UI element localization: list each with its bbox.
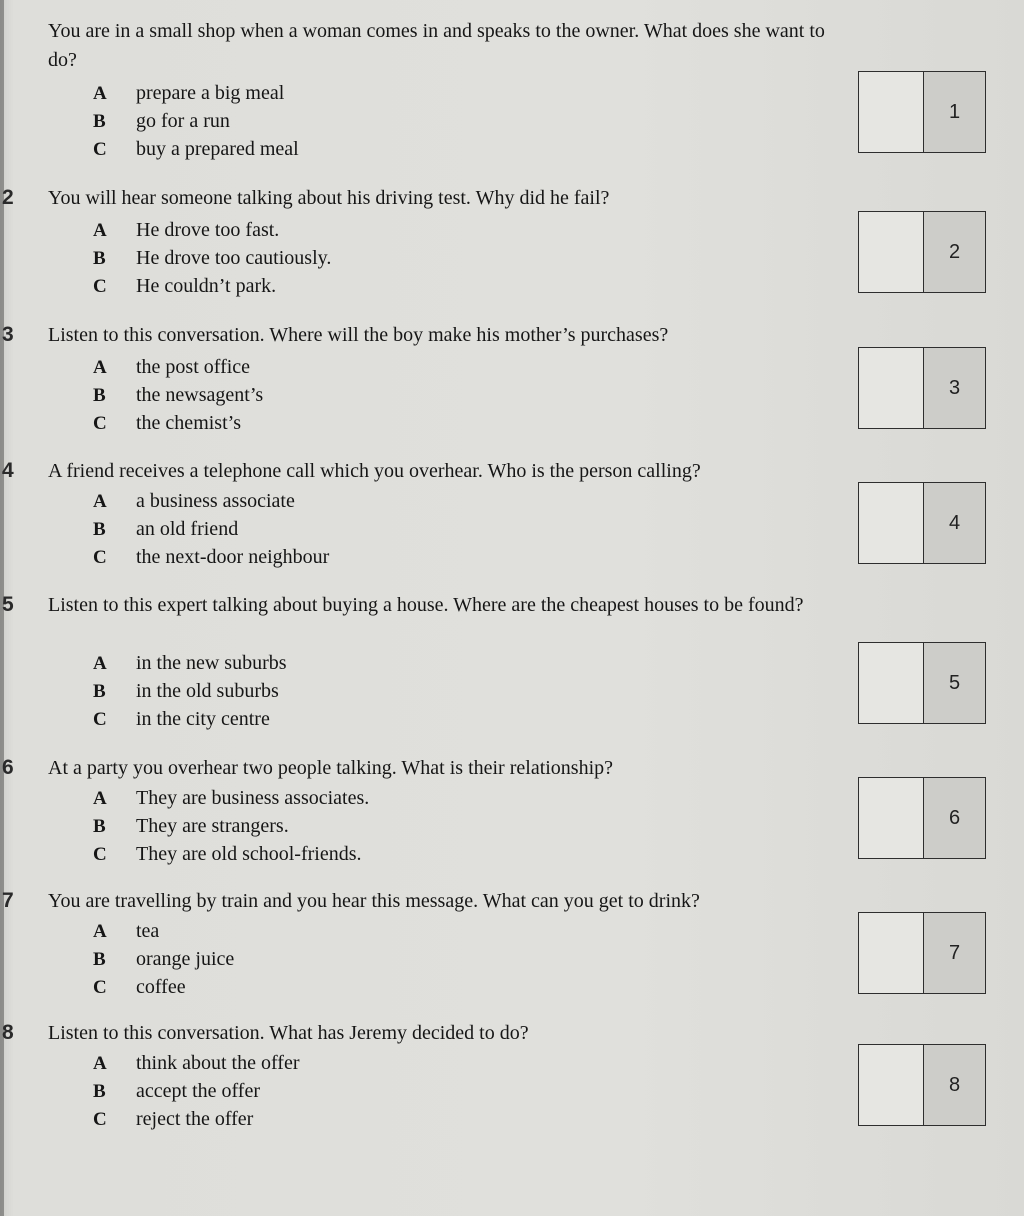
answer-box-number: 1 xyxy=(924,72,985,152)
option-c xyxy=(93,840,793,868)
answer-box-3[interactable] xyxy=(858,347,986,429)
option-letter: B xyxy=(93,816,106,837)
answer-box-number: 6 xyxy=(924,778,985,858)
answer-box-number: 7 xyxy=(924,913,985,993)
option-letter: C xyxy=(93,709,107,730)
answer-input-area[interactable] xyxy=(859,72,924,152)
question-number: 2 xyxy=(2,186,14,209)
question-number: 4 xyxy=(2,459,14,482)
option-b xyxy=(93,677,793,705)
option-text: in the city centre xyxy=(136,708,270,730)
option-text: in the old suburbs xyxy=(136,680,279,702)
question-prompt: Listen to this conversation. Where will the boy make his mother’s purchases? xyxy=(48,324,669,346)
answer-box-4[interactable] xyxy=(858,482,986,564)
answer-box-1[interactable] xyxy=(858,71,986,153)
option-text: He drove too fast. xyxy=(136,219,280,241)
option-letter: B xyxy=(93,949,106,970)
option-text: prepare a big meal xyxy=(136,82,285,104)
option-list xyxy=(93,353,793,437)
option-letter: B xyxy=(93,248,106,269)
option-text: He drove too cautiously. xyxy=(136,247,332,269)
option-letter: A xyxy=(93,921,107,942)
option-letter: C xyxy=(93,547,107,568)
answer-box-5[interactable] xyxy=(858,642,986,724)
answer-box-number: 4 xyxy=(924,483,985,563)
option-b xyxy=(93,515,793,543)
question-prompt: You are in a small shop when a woman comes in and speaks to the owner. What does she want to do? xyxy=(48,20,825,71)
option-b xyxy=(93,381,793,409)
answer-box-6[interactable] xyxy=(858,777,986,859)
question-number: 8 xyxy=(2,1021,14,1044)
option-letter: B xyxy=(93,1081,106,1102)
option-c xyxy=(93,543,793,571)
option-text: He couldn’t park. xyxy=(136,275,277,297)
question-number: 7 xyxy=(2,889,14,912)
question-prompt: You are travelling by train and you hear this message. What can you get to drink? xyxy=(48,890,700,912)
question-number: 3 xyxy=(2,323,14,346)
question-prompt: A friend receives a telephone call which you overhear. Who is the person calling? xyxy=(48,460,701,482)
option-list xyxy=(93,784,793,868)
option-c xyxy=(93,272,793,300)
question-prompt: At a party you overhear two people talking. What is their relationship? xyxy=(48,757,614,779)
option-letter: B xyxy=(93,385,106,406)
option-b xyxy=(93,244,793,272)
option-text: in the new suburbs xyxy=(136,652,287,674)
option-text: tea xyxy=(136,920,160,942)
option-text: think about the offer xyxy=(136,1052,300,1074)
question-prompt: Listen to this conversation. What has Jeremy decided to do? xyxy=(48,1022,529,1044)
option-letter: A xyxy=(93,357,107,378)
option-list xyxy=(93,79,793,163)
option-a xyxy=(93,487,793,515)
option-letter: C xyxy=(93,977,107,998)
option-letter: A xyxy=(93,653,107,674)
option-text: the next-door neighbour xyxy=(136,546,330,568)
option-letter: A xyxy=(93,83,107,104)
question-prompt: Listen to this expert talking about buying a house. Where are the cheapest houses to be found? xyxy=(48,594,804,616)
question-prompt: You will hear someone talking about his driving test. Why did he fail? xyxy=(48,187,610,209)
option-text: go for a run xyxy=(136,110,230,132)
option-letter: B xyxy=(93,681,106,702)
option-letter: C xyxy=(93,1109,107,1130)
option-letter: A xyxy=(93,491,107,512)
option-a xyxy=(93,1049,793,1077)
option-text: a business associate xyxy=(136,490,295,512)
option-c xyxy=(93,409,793,437)
option-text: the chemist’s xyxy=(136,412,241,434)
option-text: buy a prepared meal xyxy=(136,138,299,160)
option-list xyxy=(93,917,793,1001)
option-a xyxy=(93,784,793,812)
answer-input-area[interactable] xyxy=(859,1045,924,1125)
option-text: They are strangers. xyxy=(136,815,289,837)
option-a xyxy=(93,353,793,381)
answer-input-area[interactable] xyxy=(859,212,924,292)
answer-input-area[interactable] xyxy=(859,483,924,563)
option-letter: A xyxy=(93,220,107,241)
option-list xyxy=(93,649,793,733)
option-list xyxy=(93,487,793,571)
option-list xyxy=(93,216,793,300)
option-letter: C xyxy=(93,413,107,434)
option-text: They are business associates. xyxy=(136,787,370,809)
option-letter: C xyxy=(93,139,107,160)
option-text: the newsagent’s xyxy=(136,384,264,406)
option-b xyxy=(93,1077,793,1105)
option-a xyxy=(93,649,793,677)
answer-box-7[interactable] xyxy=(858,912,986,994)
option-list xyxy=(93,1049,793,1133)
answer-input-area[interactable] xyxy=(859,643,924,723)
option-text: orange juice xyxy=(136,948,235,970)
answer-box-8[interactable] xyxy=(858,1044,986,1126)
option-a xyxy=(93,917,793,945)
answer-box-number: 8 xyxy=(924,1045,985,1125)
option-a xyxy=(93,79,793,107)
option-c xyxy=(93,1105,793,1133)
option-c xyxy=(93,705,793,733)
option-text: the post office xyxy=(136,356,251,378)
answer-input-area[interactable] xyxy=(859,348,924,428)
answer-box-number: 3 xyxy=(924,348,985,428)
answer-input-area[interactable] xyxy=(859,913,924,993)
option-letter: C xyxy=(93,276,107,297)
option-letter: B xyxy=(93,519,106,540)
question-number: 5 xyxy=(2,593,14,616)
option-c xyxy=(93,973,793,1001)
answer-box-number: 5 xyxy=(924,643,985,723)
option-text: accept the offer xyxy=(136,1080,260,1102)
option-text: coffee xyxy=(136,976,186,998)
option-c xyxy=(93,135,793,163)
option-text: They are old school-friends. xyxy=(136,843,362,865)
option-letter: B xyxy=(93,111,106,132)
option-letter: C xyxy=(93,844,107,865)
option-letter: A xyxy=(93,1053,107,1074)
option-text: an old friend xyxy=(136,518,239,540)
answer-box-2[interactable] xyxy=(858,211,986,293)
question-number: 6 xyxy=(2,756,14,779)
answer-input-area[interactable] xyxy=(859,778,924,858)
option-a xyxy=(93,216,793,244)
answer-box-number: 2 xyxy=(924,212,985,292)
option-b xyxy=(93,945,793,973)
option-b xyxy=(93,107,793,135)
option-text: reject the offer xyxy=(136,1108,254,1130)
option-letter: A xyxy=(93,788,107,809)
option-b xyxy=(93,812,793,840)
